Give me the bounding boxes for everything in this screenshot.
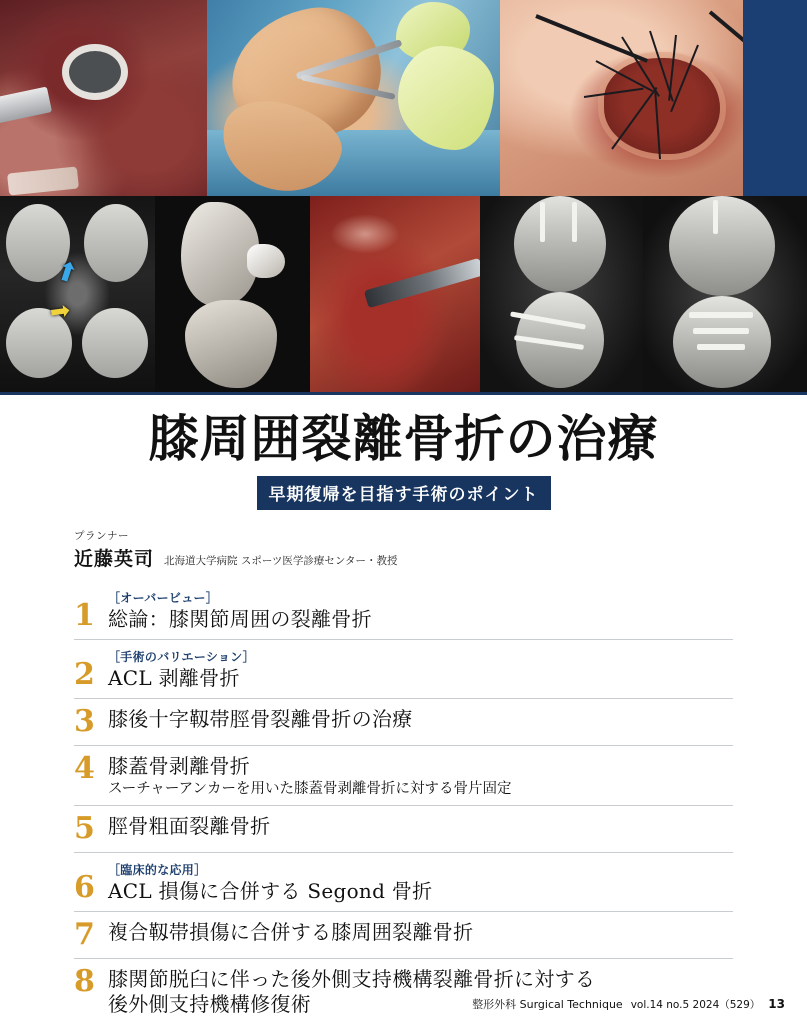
open-surgery-deep-field <box>0 0 207 196</box>
xray-lateral-knee <box>643 196 807 392</box>
toc-title: 膝後十字靱帯脛骨裂離骨折の治療 <box>108 707 733 732</box>
toc-title: ACL 損傷に合併する Segond 骨折 <box>108 879 733 904</box>
xray-staple-shape <box>689 312 753 318</box>
planner-block <box>74 528 807 571</box>
retractor-shape <box>0 86 52 123</box>
toc-number: 6 <box>74 871 108 904</box>
toc-kicker: ［オーバービュー］ <box>108 589 733 606</box>
list-item[interactable] <box>74 958 733 1024</box>
list-item[interactable] <box>74 911 733 958</box>
elevator-instrument-shape <box>364 258 480 308</box>
list-item[interactable] <box>74 805 733 852</box>
footer-issue: vol.14 no.5 2024（529） <box>631 997 761 1012</box>
footer-journal: 整形外科 Surgical Technique <box>472 996 623 1012</box>
toc-number: 2 <box>74 658 108 691</box>
suture-strand <box>535 14 648 63</box>
xray-tibia-shape <box>673 296 771 388</box>
subtitle-banner: 早期復帰を目指す手術のポイント <box>257 476 551 510</box>
xray-wire-shape <box>572 202 577 242</box>
toc-title: ACL 剥離骨折 <box>108 666 733 691</box>
xray-staple-shape <box>693 328 749 334</box>
toc-title: 総論：膝関節周囲の裂離骨折 <box>108 607 733 632</box>
gauze-shape <box>7 166 79 195</box>
planner-affiliation: 北海道大学病院 スポーツ医学診療センター・教授 <box>164 553 398 571</box>
xray-femur-shape <box>514 196 606 292</box>
title-divider <box>0 392 807 395</box>
toc-number: 3 <box>74 705 108 738</box>
planner-name: 近藤英司 <box>74 544 154 571</box>
ct-tibia-shape <box>185 300 277 388</box>
xray-femur-shape <box>669 196 775 296</box>
page-title: 膝周囲裂離骨折の治療 <box>0 413 807 466</box>
footer <box>472 996 785 1012</box>
planner-row <box>74 544 807 571</box>
list-item[interactable] <box>74 698 733 745</box>
toc-kicker: ［臨床的な応用］ <box>108 861 733 878</box>
list-item[interactable] <box>74 852 733 911</box>
ct-bone-fragment-shape <box>247 244 285 278</box>
toc-title: 脛骨粗面裂離骨折 <box>108 814 733 839</box>
toc-title: 膝蓋骨剥離骨折 <box>108 754 733 779</box>
xray-ap-knee <box>480 196 643 392</box>
3d-ct-reconstruction <box>155 196 310 392</box>
table-of-contents <box>74 581 733 1024</box>
toc-title-second-line: 後外側支持機構修復術 <box>108 992 733 1017</box>
open-field-elevator <box>310 196 480 392</box>
navy-color-block <box>743 0 807 196</box>
list-item[interactable] <box>74 639 733 698</box>
list-item[interactable] <box>74 745 733 806</box>
tibia-plateau-shape <box>82 308 148 378</box>
toc-number: 7 <box>74 918 108 951</box>
xray-wire-shape <box>540 202 545 242</box>
mosaic-row-bottom <box>0 196 807 392</box>
xray-wire-shape <box>713 200 718 234</box>
toc-number: 4 <box>74 752 108 785</box>
list-item[interactable] <box>74 581 733 639</box>
yellow-arrow-annotation-icon: ➡ <box>48 299 71 326</box>
mosaic-row-top <box>0 0 807 196</box>
planner-label: プランナー <box>74 528 807 543</box>
footer-page-number: 13 <box>768 997 785 1011</box>
draped-knee-arthroscopy <box>207 0 500 196</box>
blue-arrow-annotation-icon: ⬆ <box>53 257 82 288</box>
toc-title: 膝関節脱臼に伴った後外側支持機構裂離骨折に対する <box>108 967 733 992</box>
toc-title: 複合靱帯損傷に合併する膝周囲裂離骨折 <box>108 920 733 945</box>
xray-staple-shape <box>697 344 745 350</box>
toc-number: 1 <box>74 599 108 632</box>
mri-coronal-knee <box>0 196 155 392</box>
subtitle-banner-wrap <box>0 476 807 510</box>
cover-image-mosaic <box>0 0 807 392</box>
tissue-highlight-shape <box>330 214 400 254</box>
toc-kicker: ［手術のバリエーション］ <box>108 648 733 665</box>
toc-number: 8 <box>74 965 108 998</box>
ring-instrument-shape <box>62 44 128 100</box>
toc-number: 5 <box>74 812 108 845</box>
cover-content <box>0 413 807 1024</box>
femur-condyle-shape <box>84 204 148 282</box>
toc-subtitle: スーチャーアンカーを用いた膝蓋骨剥離骨折に対する骨片固定 <box>108 780 733 799</box>
